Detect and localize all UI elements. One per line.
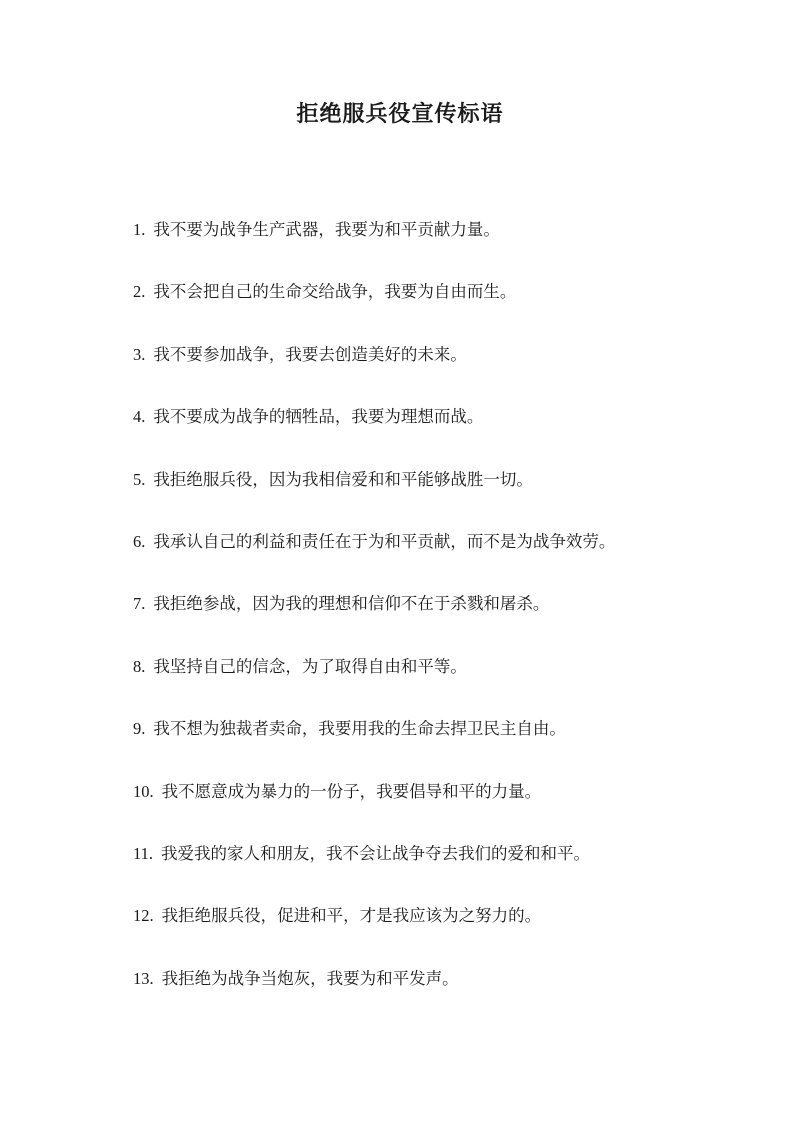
list-item-text: 我拒绝为战争当炮灰，我要为和平发声。 (161, 968, 459, 988)
list-item (133, 464, 733, 526)
list-item-number: 12. (133, 906, 154, 926)
list-item-text: 我拒绝服兵役，促进和平，才是我应该为之努力的。 (161, 906, 542, 926)
list-item-number: 13. (133, 968, 154, 988)
list-item (133, 588, 733, 650)
list-item (133, 276, 733, 338)
list-item (133, 214, 733, 276)
list-item-text: 我不要为战争生产武器，我要为和平贡献力量。 (153, 220, 500, 239)
list-item-text: 我拒绝服兵役，因为我相信爱和和平能够战胜一切。 (153, 469, 533, 489)
list-item (133, 401, 733, 463)
list-item (133, 339, 733, 401)
list-item-number: 9. (133, 719, 146, 739)
list-item-number: 6. (133, 531, 146, 551)
list-item-number: 8. (133, 656, 146, 676)
list-item (133, 526, 733, 588)
list-item-number: 1. (133, 220, 146, 239)
list-item-text: 我承认自己的利益和责任在于为和平贡献，而不是为战争效劳。 (153, 531, 616, 551)
list-item-text: 我不要参加战争，我要去创造美好的未来。 (153, 344, 467, 364)
list-item-text: 我爱我的家人和朋友，我不会让战争夺去我们的爱和和平。 (161, 843, 591, 863)
list-item-text: 我不愿意成为暴力的一份子，我要倡导和平的力量。 (161, 781, 542, 801)
list-item-number: 10. (133, 781, 154, 801)
page-title: 拒绝服兵役宣传标语 (296, 101, 504, 127)
list-item-number: 11. (133, 843, 154, 863)
list-item-number: 5. (133, 469, 146, 489)
list-item-text: 我坚持自己的信念，为了取得自由和平等。 (153, 656, 467, 676)
list-item (133, 900, 733, 962)
list-item-text: 我不会把自己的生命交给战争，我要为自由而生。 (153, 282, 517, 302)
list-item (133, 963, 733, 1025)
slogan-list (133, 214, 733, 1025)
list-item (133, 651, 733, 713)
list-item (133, 713, 733, 775)
list-item (133, 776, 733, 838)
list-item-number: 4. (133, 407, 146, 427)
list-item (133, 838, 733, 900)
list-item-text: 我不想为独裁者卖命，我要用我的生命去捍卫民主自由。 (153, 719, 566, 739)
list-item-number: 2. (133, 282, 146, 302)
list-item-text: 我不要成为战争的牺牲品，我要为理想而战。 (153, 407, 484, 427)
list-item-number: 3. (133, 344, 146, 364)
list-item-text: 我拒绝参战，因为我的理想和信仰不在于杀戮和屠杀。 (153, 594, 550, 614)
list-item-number: 7. (133, 594, 146, 614)
